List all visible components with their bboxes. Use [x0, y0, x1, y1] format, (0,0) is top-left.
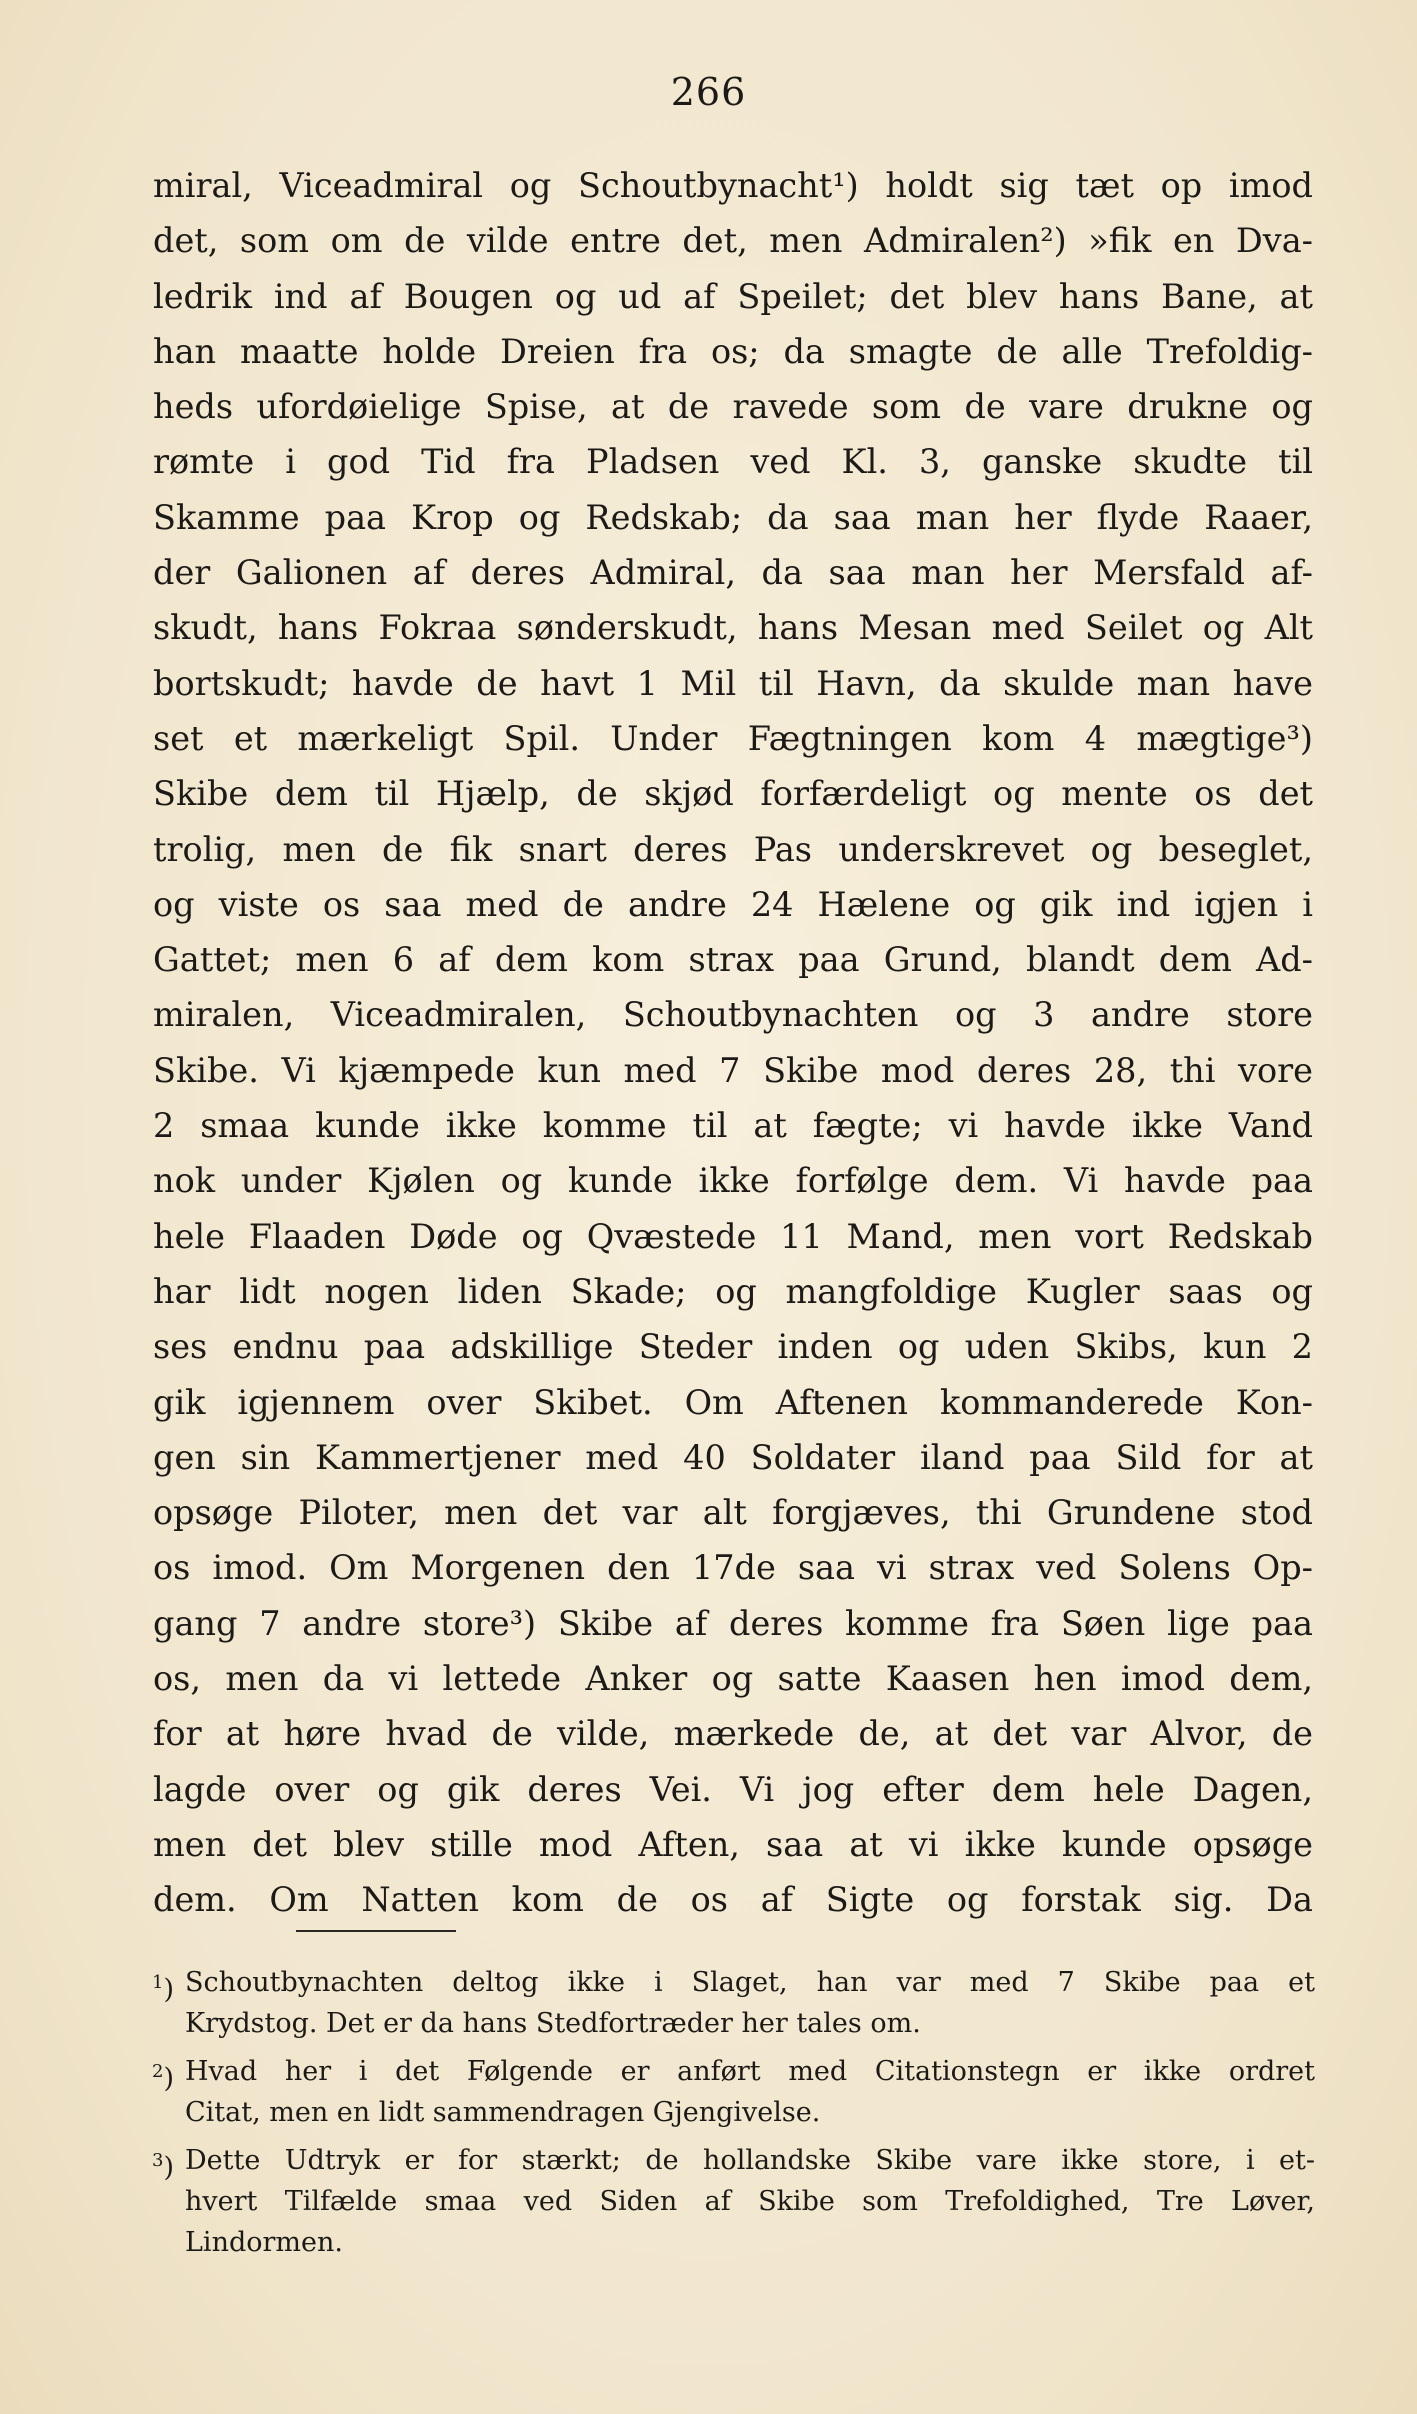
body-line: Skamme paa Krop og Redskab; da saa man her flyde Raaer,: [153, 497, 1313, 537]
body-line: opsøge Piloter, men det var alt forgjæves, thi Grundene stod: [153, 1493, 1313, 1533]
footnote: [152, 2140, 1315, 2263]
body-line: hele Flaaden Døde og Qvæstede 11 Mand, men vort Redskab: [153, 1216, 1313, 1256]
footnote-number: 3: [152, 2150, 164, 2171]
footnotes: [152, 1962, 1315, 2270]
footnote-line: Citat, men en lidt sammendragen Gjengivelse.: [185, 2097, 821, 2128]
body-line: heds ufordøielige Spise, at de ravede som de vare drukne og: [153, 387, 1313, 427]
footnote-mark: $^2$): [152, 2061, 174, 2094]
footnote-line: Krydstog. Det er da hans Stedfortræder her tales om.: [185, 2008, 921, 2039]
body-line: Skibe dem til Hjælp, de skjød forfærdeligt og mente os det: [153, 774, 1313, 814]
body-line: Gattet; men 6 af dem kom strax paa Grund, blandt dem Ad-: [153, 940, 1313, 980]
body-line: 2 smaa kunde ikke komme til at fægte; vi havde ikke Vand: [153, 1106, 1313, 1146]
body-line: der Galionen af deres Admiral, da saa man her Mersfald af-: [153, 553, 1313, 593]
body-text: [153, 158, 1313, 1928]
body-line: men det blev stille mod Aften, saa at vi ikke kunde opsøge: [153, 1824, 1313, 1864]
footnote-line: hvert Tilfælde smaa ved Siden af Skibe som Trefoldighed, Tre Løver,: [185, 2186, 1315, 2217]
body-line: skudt, hans Fokraa sønderskudt, hans Mesan med Seilet og Alt: [153, 608, 1313, 648]
body-line: gang 7 andre store³) Skibe af deres komme fra Søen lige paa: [153, 1603, 1313, 1643]
footnote-line: Dette Udtryk er for stærkt; de hollandske Skibe vare ikke store, i et-: [185, 2145, 1315, 2176]
body-line: og viste os saa med de andre 24 Hælene og gik ind igjen i: [153, 884, 1313, 924]
footnote-line: Schoutbynachten deltog ikke i Slaget, han var med 7 Skibe paa et: [185, 1967, 1315, 1998]
body-line: miralen, Viceadmiralen, Schoutbynachten og 3 andre store: [153, 995, 1313, 1035]
body-line: bortskudt; havde de havt 1 Mil til Havn, da skulde man have: [153, 663, 1313, 703]
body-line: os, men da vi lettede Anker og satte Kaasen hen imod dem,: [153, 1659, 1313, 1699]
footnote: [152, 1962, 1315, 2044]
body-line: gik igjennem over Skibet. Om Aftenen kommanderede Kon-: [153, 1382, 1313, 1422]
footnote-number: 2: [152, 2061, 164, 2082]
footnote: [152, 2051, 1315, 2133]
body-line: ledrik ind af Bougen og ud af Speilet; det blev hans Bane, at: [153, 276, 1313, 316]
body-line: nok under Kjølen og kunde ikke forfølge dem. Vi havde paa: [153, 1161, 1313, 1201]
body-line: for at høre hvad de vilde, mærkede de, at det var Alvor, de: [153, 1714, 1313, 1754]
footnote-line: Lindormen.: [185, 2227, 343, 2258]
body-line: set et mærkeligt Spil. Under Fægtningen kom 4 mægtige³): [153, 718, 1313, 758]
footnote-separator: [296, 1930, 456, 1932]
body-line: Skibe. Vi kjæmpede kun med 7 Skibe mod deres 28, thi vore: [153, 1050, 1313, 1090]
body-line: os imod. Om Morgenen den 17de saa vi strax ved Solens Op-: [153, 1548, 1313, 1588]
body-line: rømte i god Tid fra Pladsen ved Kl. 3, ganske skudte til: [153, 442, 1313, 482]
footnote-line: Hvad her i det Følgende er anført med Citationstegn er ikke ordret: [185, 2056, 1315, 2087]
body-line: lagde over og gik deres Vei. Vi jog efter dem hele Dagen,: [153, 1769, 1313, 1809]
footnote-mark: $^1$): [152, 1972, 174, 2005]
footnote-number: 1: [152, 1972, 164, 1993]
page-number: 266: [670, 70, 747, 114]
body-line: dem. Om Natten kom de os af Sigte og forstak sig. Da: [153, 1880, 1313, 1920]
body-line: miral, Viceadmiral og Schoutbynacht¹) holdt sig tæt op imod: [153, 166, 1313, 205]
body-line: ses endnu paa adskillige Steder inden og uden Skibs, kun 2: [153, 1327, 1313, 1367]
body-line: det, som om de vilde entre det, men Admiralen²) »fik en Dva-: [153, 221, 1313, 261]
body-line: trolig, men de fik snart deres Pas underskrevet og beseglet,: [153, 829, 1313, 869]
footnote-mark: $^3$): [152, 2150, 174, 2183]
body-line: han maatte holde Dreien fra os; da smagte de alle Trefoldig-: [153, 331, 1313, 371]
body-line: har lidt nogen liden Skade; og mangfoldige Kugler saas og: [153, 1271, 1313, 1311]
body-line: gen sin Kammertjener med 40 Soldater iland paa Sild for at: [153, 1437, 1313, 1477]
